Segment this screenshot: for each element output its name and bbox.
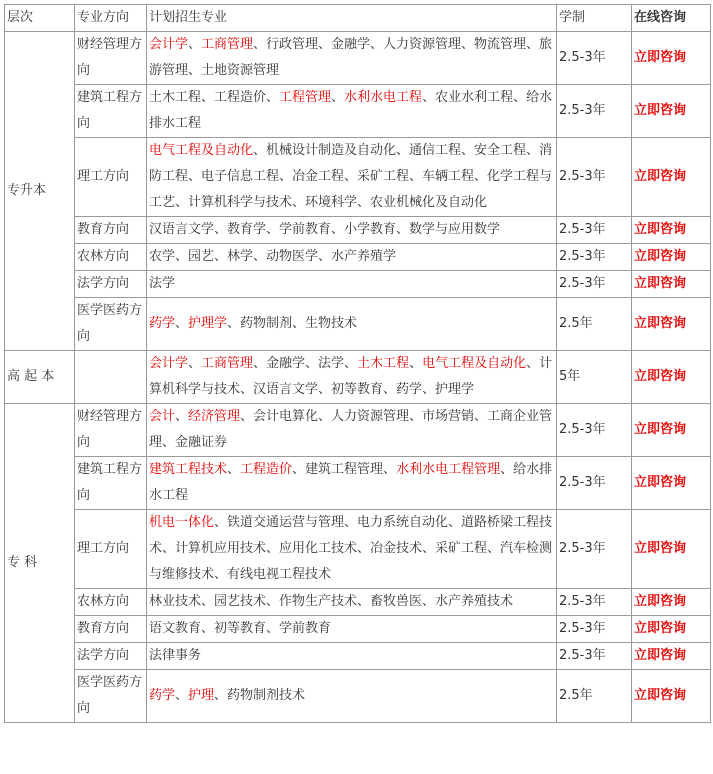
majors-cell <box>147 217 557 244</box>
consult-cell <box>632 217 711 244</box>
consult-cell <box>632 616 711 643</box>
level-cell: 高 起 本 <box>5 351 75 404</box>
consult-cell <box>632 244 711 271</box>
table-row <box>5 616 711 643</box>
consult-cell <box>632 510 711 589</box>
table-row <box>5 244 711 271</box>
duration-cell: 2.5-3年 <box>557 217 632 244</box>
featured-major: 电气工程及自动化 <box>422 356 527 371</box>
consult-cell <box>632 138 711 217</box>
duration-cell: 2.5-3年 <box>557 589 632 616</box>
consult-link[interactable]: 立即咨询 <box>634 103 687 118</box>
majors-cell <box>147 271 557 298</box>
consult-cell <box>632 670 711 723</box>
major-text: 、药物制剂、生物技术 <box>227 316 358 331</box>
major-text: 、金融学、法学、 <box>253 356 358 371</box>
major-text: 、给水排水工程 <box>149 462 553 503</box>
featured-major: 会计学 <box>149 356 189 371</box>
table-row <box>5 589 711 616</box>
featured-major: 经济管理 <box>188 409 241 424</box>
direction-cell: 农林方向 <box>75 244 147 271</box>
featured-major: 水利水电工程管理 <box>396 462 501 477</box>
featured-major: 药学 <box>149 316 176 331</box>
consult-cell <box>632 298 711 351</box>
table-row <box>5 351 711 404</box>
major-text: 农学、园艺、林学、动物医学、水产养殖学 <box>149 249 397 264</box>
consult-cell <box>632 271 711 298</box>
featured-major: 水利水电工程 <box>344 90 423 105</box>
featured-major: 工程管理 <box>279 90 332 105</box>
direction-cell <box>75 351 147 404</box>
consult-link[interactable]: 立即咨询 <box>634 50 687 65</box>
consult-cell <box>632 457 711 510</box>
featured-major: 工商管理 <box>201 356 254 371</box>
duration-cell: 2.5-3年 <box>557 404 632 457</box>
major-text: 、 <box>188 37 202 52</box>
major-text: 土木工程、工程造价、 <box>149 90 280 105</box>
majors-cell <box>147 616 557 643</box>
duration-cell: 5年 <box>557 351 632 404</box>
duration-cell: 2.5-3年 <box>557 510 632 589</box>
featured-major: 工商管理 <box>201 37 254 52</box>
duration-cell: 2.5-3年 <box>557 271 632 298</box>
consult-link[interactable]: 立即咨询 <box>634 648 687 663</box>
table-row <box>5 217 711 244</box>
consult-link[interactable]: 立即咨询 <box>634 169 687 184</box>
direction-cell: 教育方向 <box>75 616 147 643</box>
featured-major: 护理 <box>188 688 215 703</box>
consult-cell <box>632 351 711 404</box>
duration-cell: 2.5-3年 <box>557 616 632 643</box>
featured-major: 药学 <box>149 688 176 703</box>
major-text: 、 <box>175 688 189 703</box>
duration-cell: 2.5-3年 <box>557 643 632 670</box>
consult-link[interactable]: 立即咨询 <box>634 688 687 703</box>
direction-cell: 建筑工程方向 <box>75 85 147 138</box>
major-text: 、 <box>409 356 423 371</box>
major-text: 、机械设计制造及自动化、通信工程、安全工程、消防工程、电子信息工程、冶金工程、采矿工程、车辆工程、化学工程与工艺、计算机科学与技术、环境科学、农业机械化及自动化 <box>149 143 553 210</box>
direction-cell: 法学方向 <box>75 643 147 670</box>
major-text: 、 <box>227 462 241 477</box>
enrollment-table <box>4 4 711 723</box>
consult-cell <box>632 85 711 138</box>
major-text: 、建筑工程管理、 <box>292 462 397 477</box>
consult-link[interactable]: 立即咨询 <box>634 621 687 636</box>
majors-cell <box>147 510 557 589</box>
majors-cell <box>147 457 557 510</box>
featured-major: 机电一体化 <box>149 515 215 530</box>
major-text: 、行政管理、金融学、人力资源管理、物流管理、旅游管理、土地资源管理 <box>149 37 553 78</box>
featured-major: 会计 <box>149 409 176 424</box>
majors-cell <box>147 404 557 457</box>
consult-cell <box>632 32 711 85</box>
header-direction: 专业方向 <box>75 5 147 32</box>
table-row <box>5 271 711 298</box>
major-text: 、 <box>175 316 189 331</box>
level-cell: 专 科 <box>5 404 75 723</box>
consult-link[interactable]: 立即咨询 <box>634 475 687 490</box>
direction-cell: 建筑工程方向 <box>75 457 147 510</box>
duration-cell: 2.5-3年 <box>557 85 632 138</box>
table-row <box>5 85 711 138</box>
table-row <box>5 510 711 589</box>
majors-cell <box>147 643 557 670</box>
table-row <box>5 670 711 723</box>
table-row <box>5 32 711 85</box>
major-text: 法学 <box>149 276 176 291</box>
direction-cell: 农林方向 <box>75 589 147 616</box>
header-level: 层次 <box>5 5 75 32</box>
major-text: 、计算机科学与技术、汉语言文学、初等教育、药学、护理学 <box>149 356 553 397</box>
level-cell: 专升本 <box>5 32 75 351</box>
consult-link[interactable]: 立即咨询 <box>634 541 687 556</box>
consult-link[interactable]: 立即咨询 <box>634 422 687 437</box>
table-row <box>5 138 711 217</box>
direction-cell: 理工方向 <box>75 138 147 217</box>
majors-cell <box>147 85 557 138</box>
header-row <box>5 5 711 32</box>
majors-cell <box>147 670 557 723</box>
consult-link[interactable]: 立即咨询 <box>634 594 687 609</box>
featured-major: 会计学 <box>149 37 189 52</box>
direction-cell: 理工方向 <box>75 510 147 589</box>
table-row <box>5 298 711 351</box>
duration-cell: 2.5年 <box>557 298 632 351</box>
direction-cell: 医学医药方向 <box>75 298 147 351</box>
direction-cell: 财经管理方向 <box>75 32 147 85</box>
direction-cell: 医学医药方向 <box>75 670 147 723</box>
duration-cell: 2.5-3年 <box>557 244 632 271</box>
duration-cell: 2.5-3年 <box>557 457 632 510</box>
consult-link[interactable]: 立即咨询 <box>634 249 687 264</box>
duration-cell: 2.5-3年 <box>557 32 632 85</box>
consult-link[interactable]: 立即咨询 <box>634 369 687 384</box>
major-text: 语文教育、初等教育、学前教育 <box>149 621 332 636</box>
major-text: 、铁道交通运营与管理、电力系统自动化、道路桥梁工程技术、计算机应用技术、应用化工技术、冶金技术、采矿工程、汽车检测与维修技术、有线电视工程技术 <box>149 515 553 582</box>
duration-cell: 2.5-3年 <box>557 138 632 217</box>
major-text: 、农业水利工程、给水排水工程 <box>149 90 553 131</box>
header-duration: 学制 <box>557 5 632 32</box>
table-row <box>5 643 711 670</box>
featured-major: 建筑工程技术 <box>149 462 228 477</box>
featured-major: 电气工程及自动化 <box>149 143 254 158</box>
majors-cell <box>147 244 557 271</box>
major-text: 林业技术、园艺技术、作物生产技术、畜牧兽医、水产养殖技术 <box>149 594 514 609</box>
consult-cell <box>632 589 711 616</box>
consult-link[interactable]: 立即咨询 <box>634 222 687 237</box>
consult-cell <box>632 643 711 670</box>
major-text: 、 <box>331 90 345 105</box>
majors-cell <box>147 351 557 404</box>
table-row <box>5 404 711 457</box>
featured-major: 工程造价 <box>240 462 293 477</box>
direction-cell: 法学方向 <box>75 271 147 298</box>
major-text: 、 <box>188 356 202 371</box>
majors-cell <box>147 589 557 616</box>
majors-cell <box>147 298 557 351</box>
duration-cell: 2.5年 <box>557 670 632 723</box>
featured-major: 土木工程 <box>357 356 410 371</box>
consult-link[interactable]: 立即咨询 <box>634 316 687 331</box>
header-majors: 计划招生专业 <box>147 5 557 32</box>
major-text: 法律事务 <box>149 648 202 663</box>
table-body <box>5 5 711 723</box>
majors-cell <box>147 32 557 85</box>
table-row <box>5 457 711 510</box>
major-text: 、 <box>175 409 189 424</box>
header-consult: 在线咨询 <box>632 5 711 32</box>
direction-cell: 财经管理方向 <box>75 404 147 457</box>
consult-link[interactable]: 立即咨询 <box>634 276 687 291</box>
featured-major: 护理学 <box>188 316 228 331</box>
major-text: 汉语言文学、教育学、学前教育、小学教育、数学与应用数学 <box>149 222 501 237</box>
major-text: 、药物制剂技术 <box>214 688 306 703</box>
direction-cell: 教育方向 <box>75 217 147 244</box>
major-text: 、会计电算化、人力资源管理、市场营销、工商企业管理、金融证券 <box>149 409 553 450</box>
consult-cell <box>632 404 711 457</box>
majors-cell <box>147 138 557 217</box>
